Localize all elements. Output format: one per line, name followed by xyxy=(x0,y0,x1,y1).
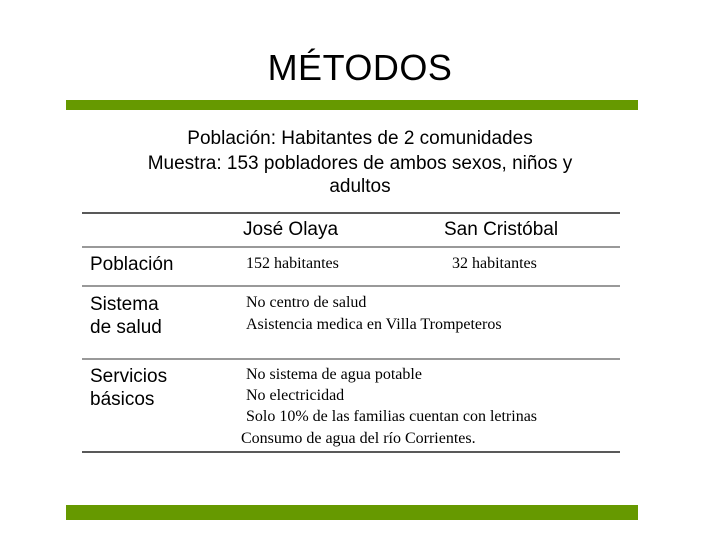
row-label-sistema-salud-line-1: Sistema xyxy=(90,294,159,315)
row-label-servicios-basicos-line-2: básicos xyxy=(90,389,155,410)
subtitle-line-1: Población: Habitantes de 2 comunidades xyxy=(187,128,533,149)
cell-servicios-basicos-line-1: No sistema de agua potable xyxy=(246,366,422,383)
row-label-sistema-salud-line-2: de salud xyxy=(90,317,162,338)
table-bottom-rule xyxy=(82,451,620,453)
header-rule xyxy=(82,246,620,248)
cell-san-cristobal-poblacion: 32 habitantes xyxy=(452,255,537,272)
row-rule-1 xyxy=(82,285,620,287)
subtitle-line-2: Muestra: 153 pobladores de ambos sexos, niños y xyxy=(147,153,573,174)
title-underline-bar xyxy=(66,100,638,110)
cell-jose-olaya-poblacion: 152 habitantes xyxy=(246,255,339,272)
cell-sistema-salud-line-1: No centro de salud xyxy=(246,294,367,311)
cell-servicios-basicos-line-4: Consumo de agua del río Corrientes. xyxy=(241,430,476,447)
row-rule-2 xyxy=(82,358,620,360)
table-top-rule xyxy=(82,212,620,214)
footer-bar xyxy=(66,505,638,520)
column-header-jose-olaya: José Olaya xyxy=(243,219,339,240)
subtitle-line-3: adultos xyxy=(329,176,391,197)
cell-sistema-salud-line-2: Asistencia medica en Villa Trompeteros xyxy=(246,316,502,333)
row-label-servicios-basicos-line-1: Servicios xyxy=(90,366,168,387)
column-header-san-cristobal: San Cristóbal xyxy=(444,219,559,240)
cell-servicios-basicos-line-2: No electricidad xyxy=(246,387,345,404)
row-label-poblacion: Población xyxy=(90,254,174,275)
cell-servicios-basicos-line-3: Solo 10% de las familias cuentan con letrinas xyxy=(246,408,538,425)
slide-title: MÉTODOS xyxy=(267,47,453,88)
